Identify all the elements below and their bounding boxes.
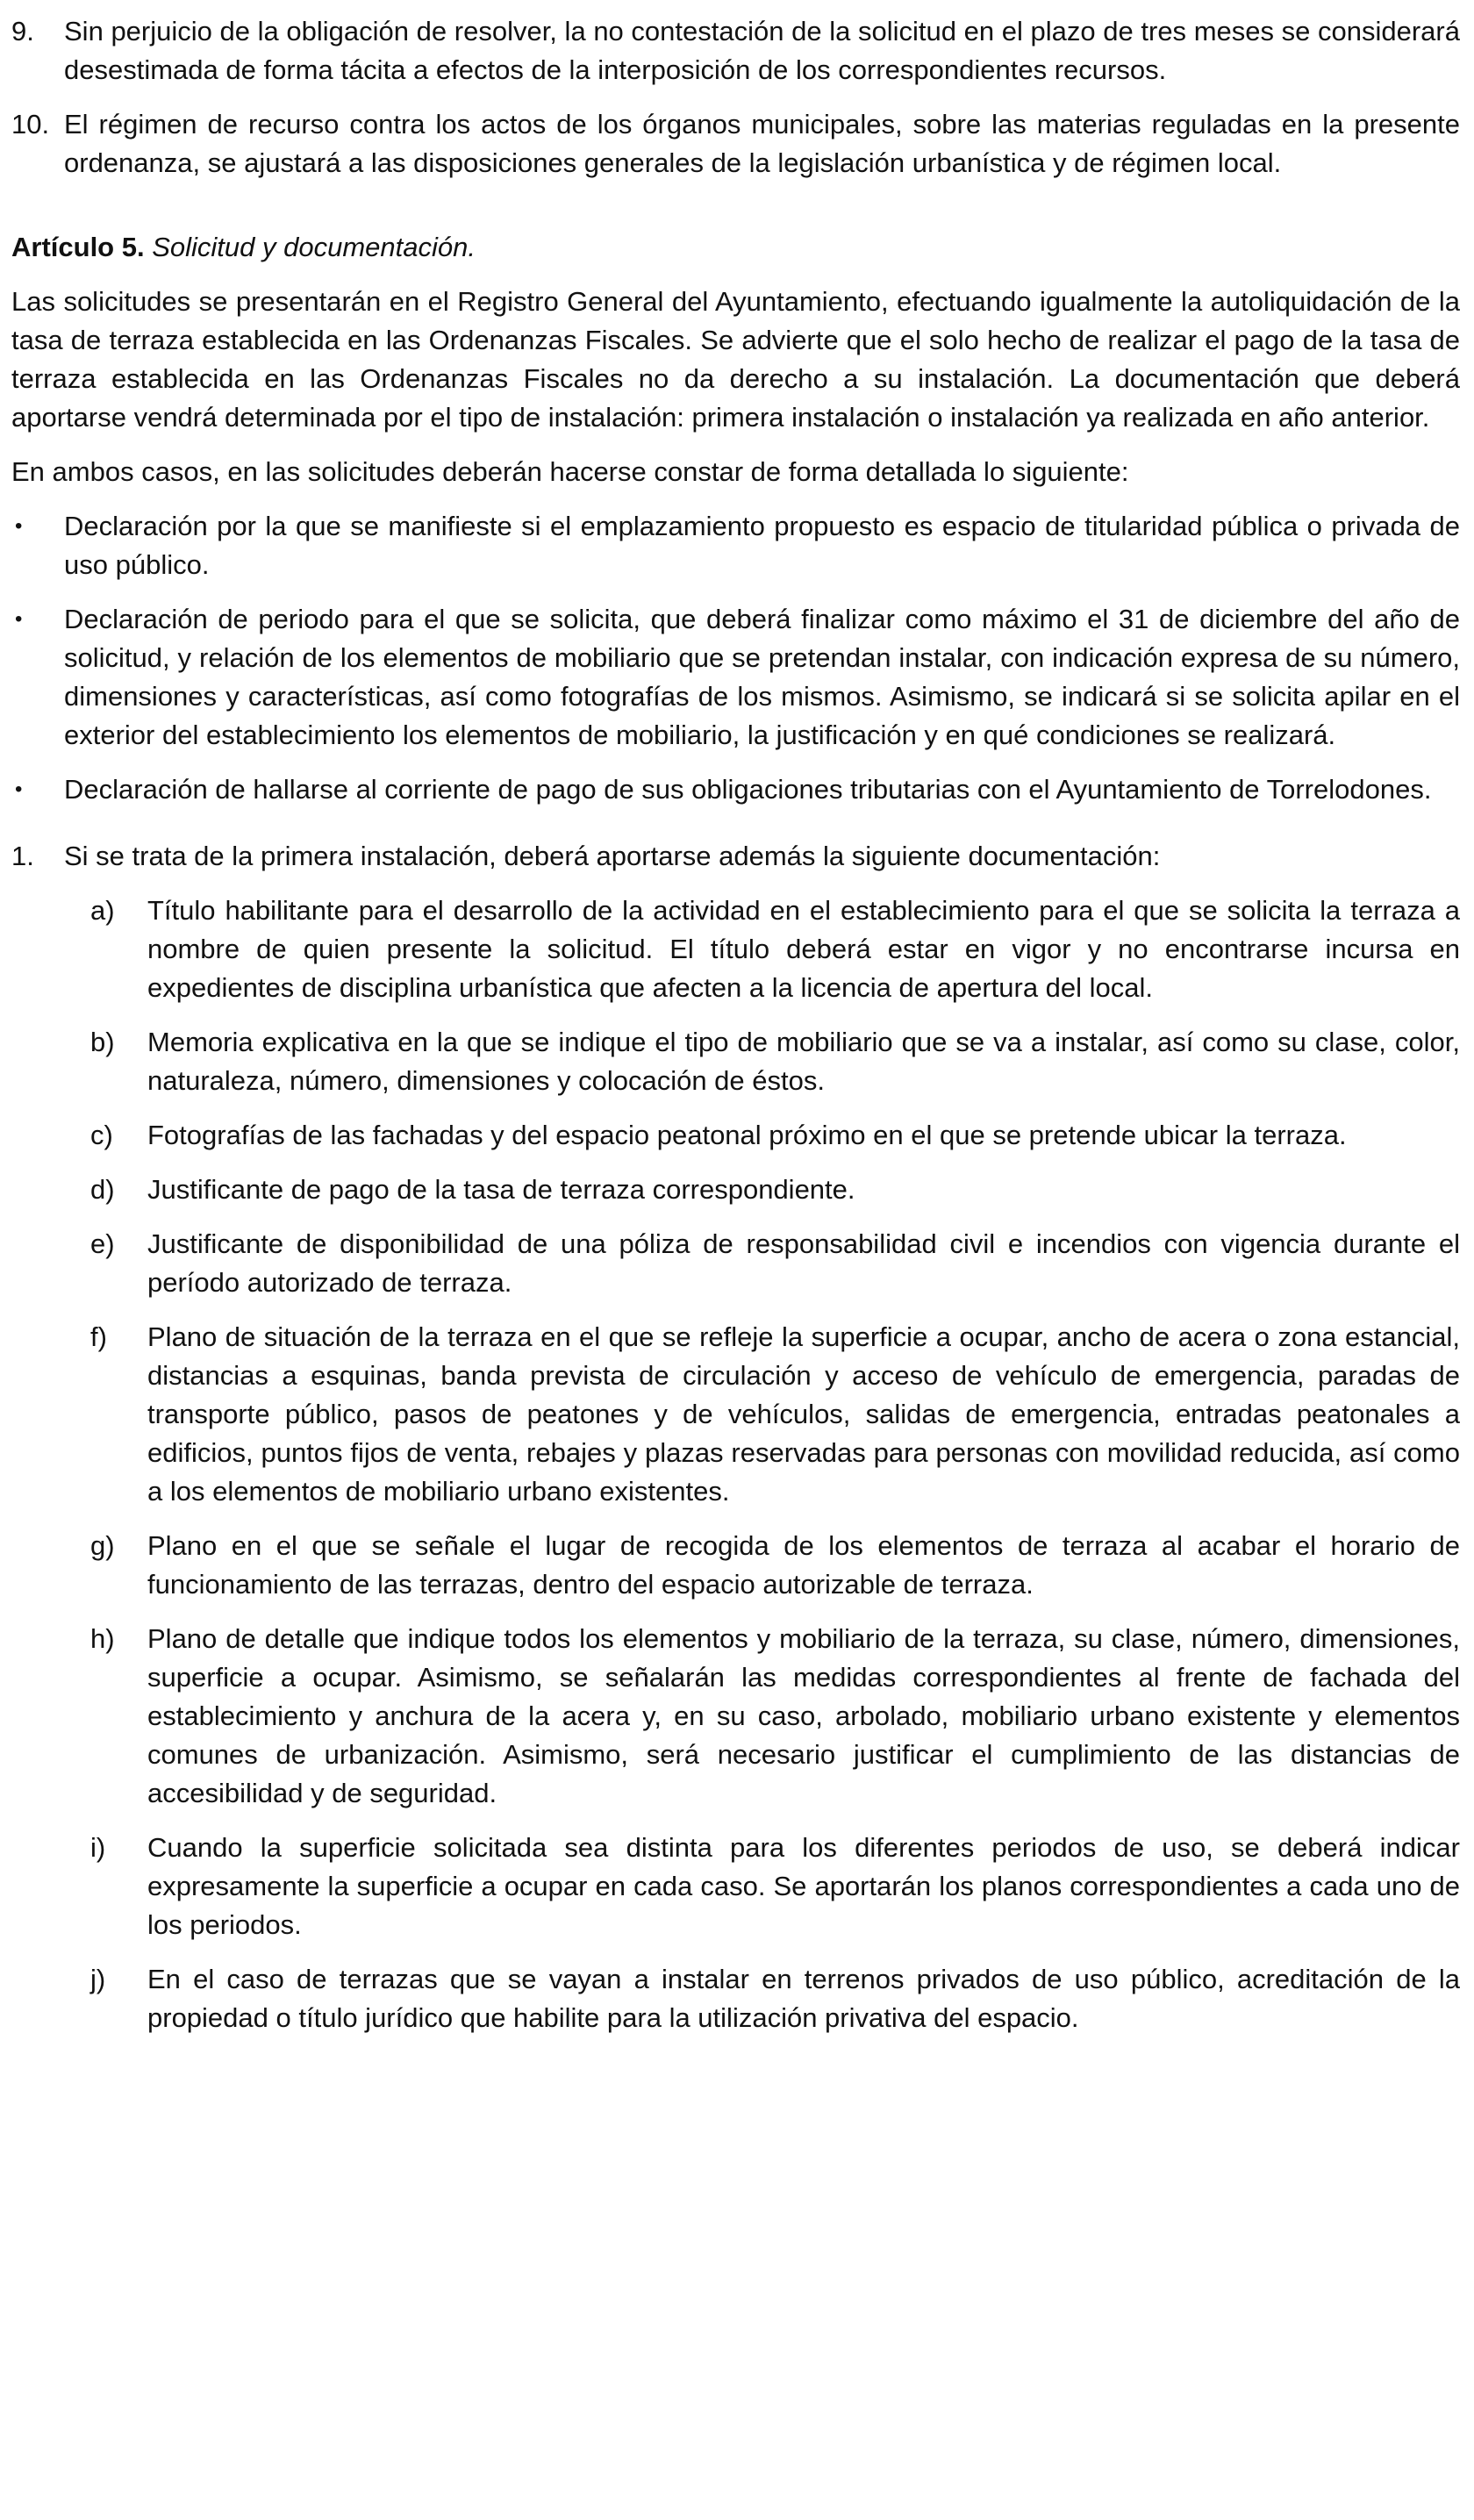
section-spacer [11, 825, 1460, 837]
sub-item-marker: e) [90, 1228, 115, 1259]
sub-item-marker: c) [90, 1120, 113, 1150]
bullet-icon: • [15, 607, 23, 631]
paragraph-both-cases: En ambos casos, en las solicitudes deberán hacerse constar de forma detallada lo siguiente: [11, 456, 1129, 487]
item-text: El régimen de recurso contra los actos de los órganos municipales, sobre las materias reguladas en la presente ordenanza, se ajustará a las disposiciones generales de la legislación urbanística y de régimen local. [64, 109, 1460, 178]
sub-item-marker: f) [90, 1321, 107, 1352]
sub-item-text: Fotografías de las fachadas y del espacio peatonal próximo en el que se pretende ubicar la terraza. [147, 1120, 1347, 1150]
sub-item-f [64, 1318, 1460, 1511]
sub-item-text: Memoria explicativa en la que se indique el tipo de mobiliario que se va a instalar, así como su clase, color, naturaleza, número, dimensiones y colocación de éstos. [147, 1027, 1460, 1096]
sub-item-text: Cuando la superficie solicitada sea distinta para los diferentes periodos de uso, se deberá indicar expresamente la superficie a ocupar en cada caso. Se aportarán los planos correspondientes a cada uno de los periodos. [147, 1832, 1460, 1940]
article-heading [11, 228, 1460, 267]
sub-item-b [64, 1023, 1460, 1100]
sub-item-text: Título habilitante para el desarrollo de la actividad en el establecimiento para el que se solicita la terraza a nombre de quien presente la solicitud. El título deberá estar en vigor y no encontrarse incursa en expedientes de disciplina urbanística que afecten a la licencia de apertura del local. [147, 895, 1460, 1003]
article-label: Artículo 5. [11, 232, 145, 262]
numbered-item-9 [11, 12, 1460, 89]
item-marker: 9. [11, 16, 34, 47]
item-text: Si se trata de la primera instalación, deberá aportarse además la siguiente documentación: [64, 841, 1161, 871]
sub-item-text: Plano en el que se señale el lugar de recogida de los elementos de terraza al acabar el horario de funcionamiento de las terrazas, dentro del espacio autorizable de terraza. [147, 1530, 1460, 1600]
item-marker: 1. [11, 841, 34, 871]
article-title: Solicitud y documentación. [152, 232, 476, 262]
item-marker: 10. [11, 109, 50, 140]
numbered-item-1 [11, 837, 1460, 876]
sub-item-text: En el caso de terrazas que se vayan a instalar en terrenos privados de uso público, acreditación de la propiedad o título jurídico que habilite para la utilización privativa del espacio. [147, 1964, 1460, 2033]
sub-item-j [64, 1960, 1460, 2037]
paragraph-intro: Las solicitudes se presentarán en el Registro General del Ayuntamiento, efectuando igualmente la autoliquidación de la tasa de terraza establecida en las Ordenanzas Fiscales. Se advierte que el solo hecho de realizar el pago de la tasa de terraza establecida en las Ordenanzas Fiscales no da derecho a su instalación. La documentación que deberá aportarse vendrá determinada por el tipo de instalación: primera instalación o instalación ya realizada en año anterior. [11, 286, 1460, 433]
bullet-icon: • [15, 514, 23, 538]
bullet-item [11, 770, 1460, 809]
sub-item-text: Plano de situación de la terraza en el que se refleje la superficie a ocupar, ancho de acera o zona estancial, distancias a esquinas, banda prevista de circulación y acceso de vehículo de emergencia, paradas de transporte público, pasos de peatones y de vehículos, salidas de emergencia, entradas peatonales a edificios, puntos fijos de venta, rebajes y plazas reservadas para personas con movilidad reducida, así como a los elementos de mobiliario urbano existentes. [147, 1321, 1460, 1507]
sub-item-h [64, 1620, 1460, 1813]
sub-item-a [64, 891, 1460, 1007]
bullet-item [11, 600, 1460, 755]
sub-item-i [64, 1829, 1460, 1944]
documentation-sublist [64, 891, 1460, 2037]
bullet-text: Declaración por la que se manifieste si el emplazamiento propuesto es espacio de titularidad pública o privada de uso público. [64, 511, 1460, 580]
sub-item-d [64, 1171, 1460, 1209]
sub-item-marker: a) [90, 895, 115, 926]
bullet-icon: • [15, 777, 23, 801]
sub-item-marker: g) [90, 1530, 115, 1561]
sub-item-text: Justificante de pago de la tasa de terraza correspondiente. [147, 1174, 855, 1205]
section-spacer [11, 198, 1460, 228]
sub-item-text: Plano de detalle que indique todos los elementos y mobiliario de la terraza, su clase, número, dimensiones, superficie a ocupar. Asimismo, se señalarán las medidas correspondientes al frente de fachada del establecimiento y anchura de la acera y, en su caso, arbolado, mobiliario urbano existente y elementos comunes de urbanización. Asimismo, será necesario justificar el cumplimiento de las distancias de accesibilidad y de seguridad. [147, 1623, 1460, 1808]
sub-item-marker: i) [90, 1832, 106, 1863]
sub-item-g [64, 1527, 1460, 1604]
sub-item-c [64, 1116, 1460, 1155]
sub-item-text: Justificante de disponibilidad de una póliza de responsabilidad civil e incendios con vigencia durante el período autorizado de terraza. [147, 1228, 1460, 1298]
sub-item-e [64, 1225, 1460, 1302]
sub-item-marker: j) [90, 1964, 106, 1994]
bullet-text: Declaración de hallarse al corriente de pago de sus obligaciones tributarias con el Ayuntamiento de Torrelodones. [64, 774, 1432, 805]
sub-item-marker: d) [90, 1174, 115, 1205]
bullet-text: Declaración de periodo para el que se solicita, que deberá finalizar como máximo el 31 de diciembre del año de solicitud, y relación de los elementos de mobiliario que se pretendan instalar, con indicación expresa de su número, dimensiones y características, así como fotografías de los mismos. Asimismo, se indicará si se solicita apilar en el exterior del establecimiento los elementos de mobiliario, la justificación y en qué condiciones se realizará. [64, 604, 1460, 750]
sub-item-marker: h) [90, 1623, 115, 1654]
bullet-item [11, 507, 1460, 584]
numbered-item-10 [11, 105, 1460, 183]
item-text: Sin perjuicio de la obligación de resolver, la no contestación de la solicitud en el plazo de tres meses se considerará desestimada de forma tácita a efectos de la interposición de los correspondientes recursos. [64, 16, 1460, 85]
sub-item-marker: b) [90, 1027, 115, 1057]
